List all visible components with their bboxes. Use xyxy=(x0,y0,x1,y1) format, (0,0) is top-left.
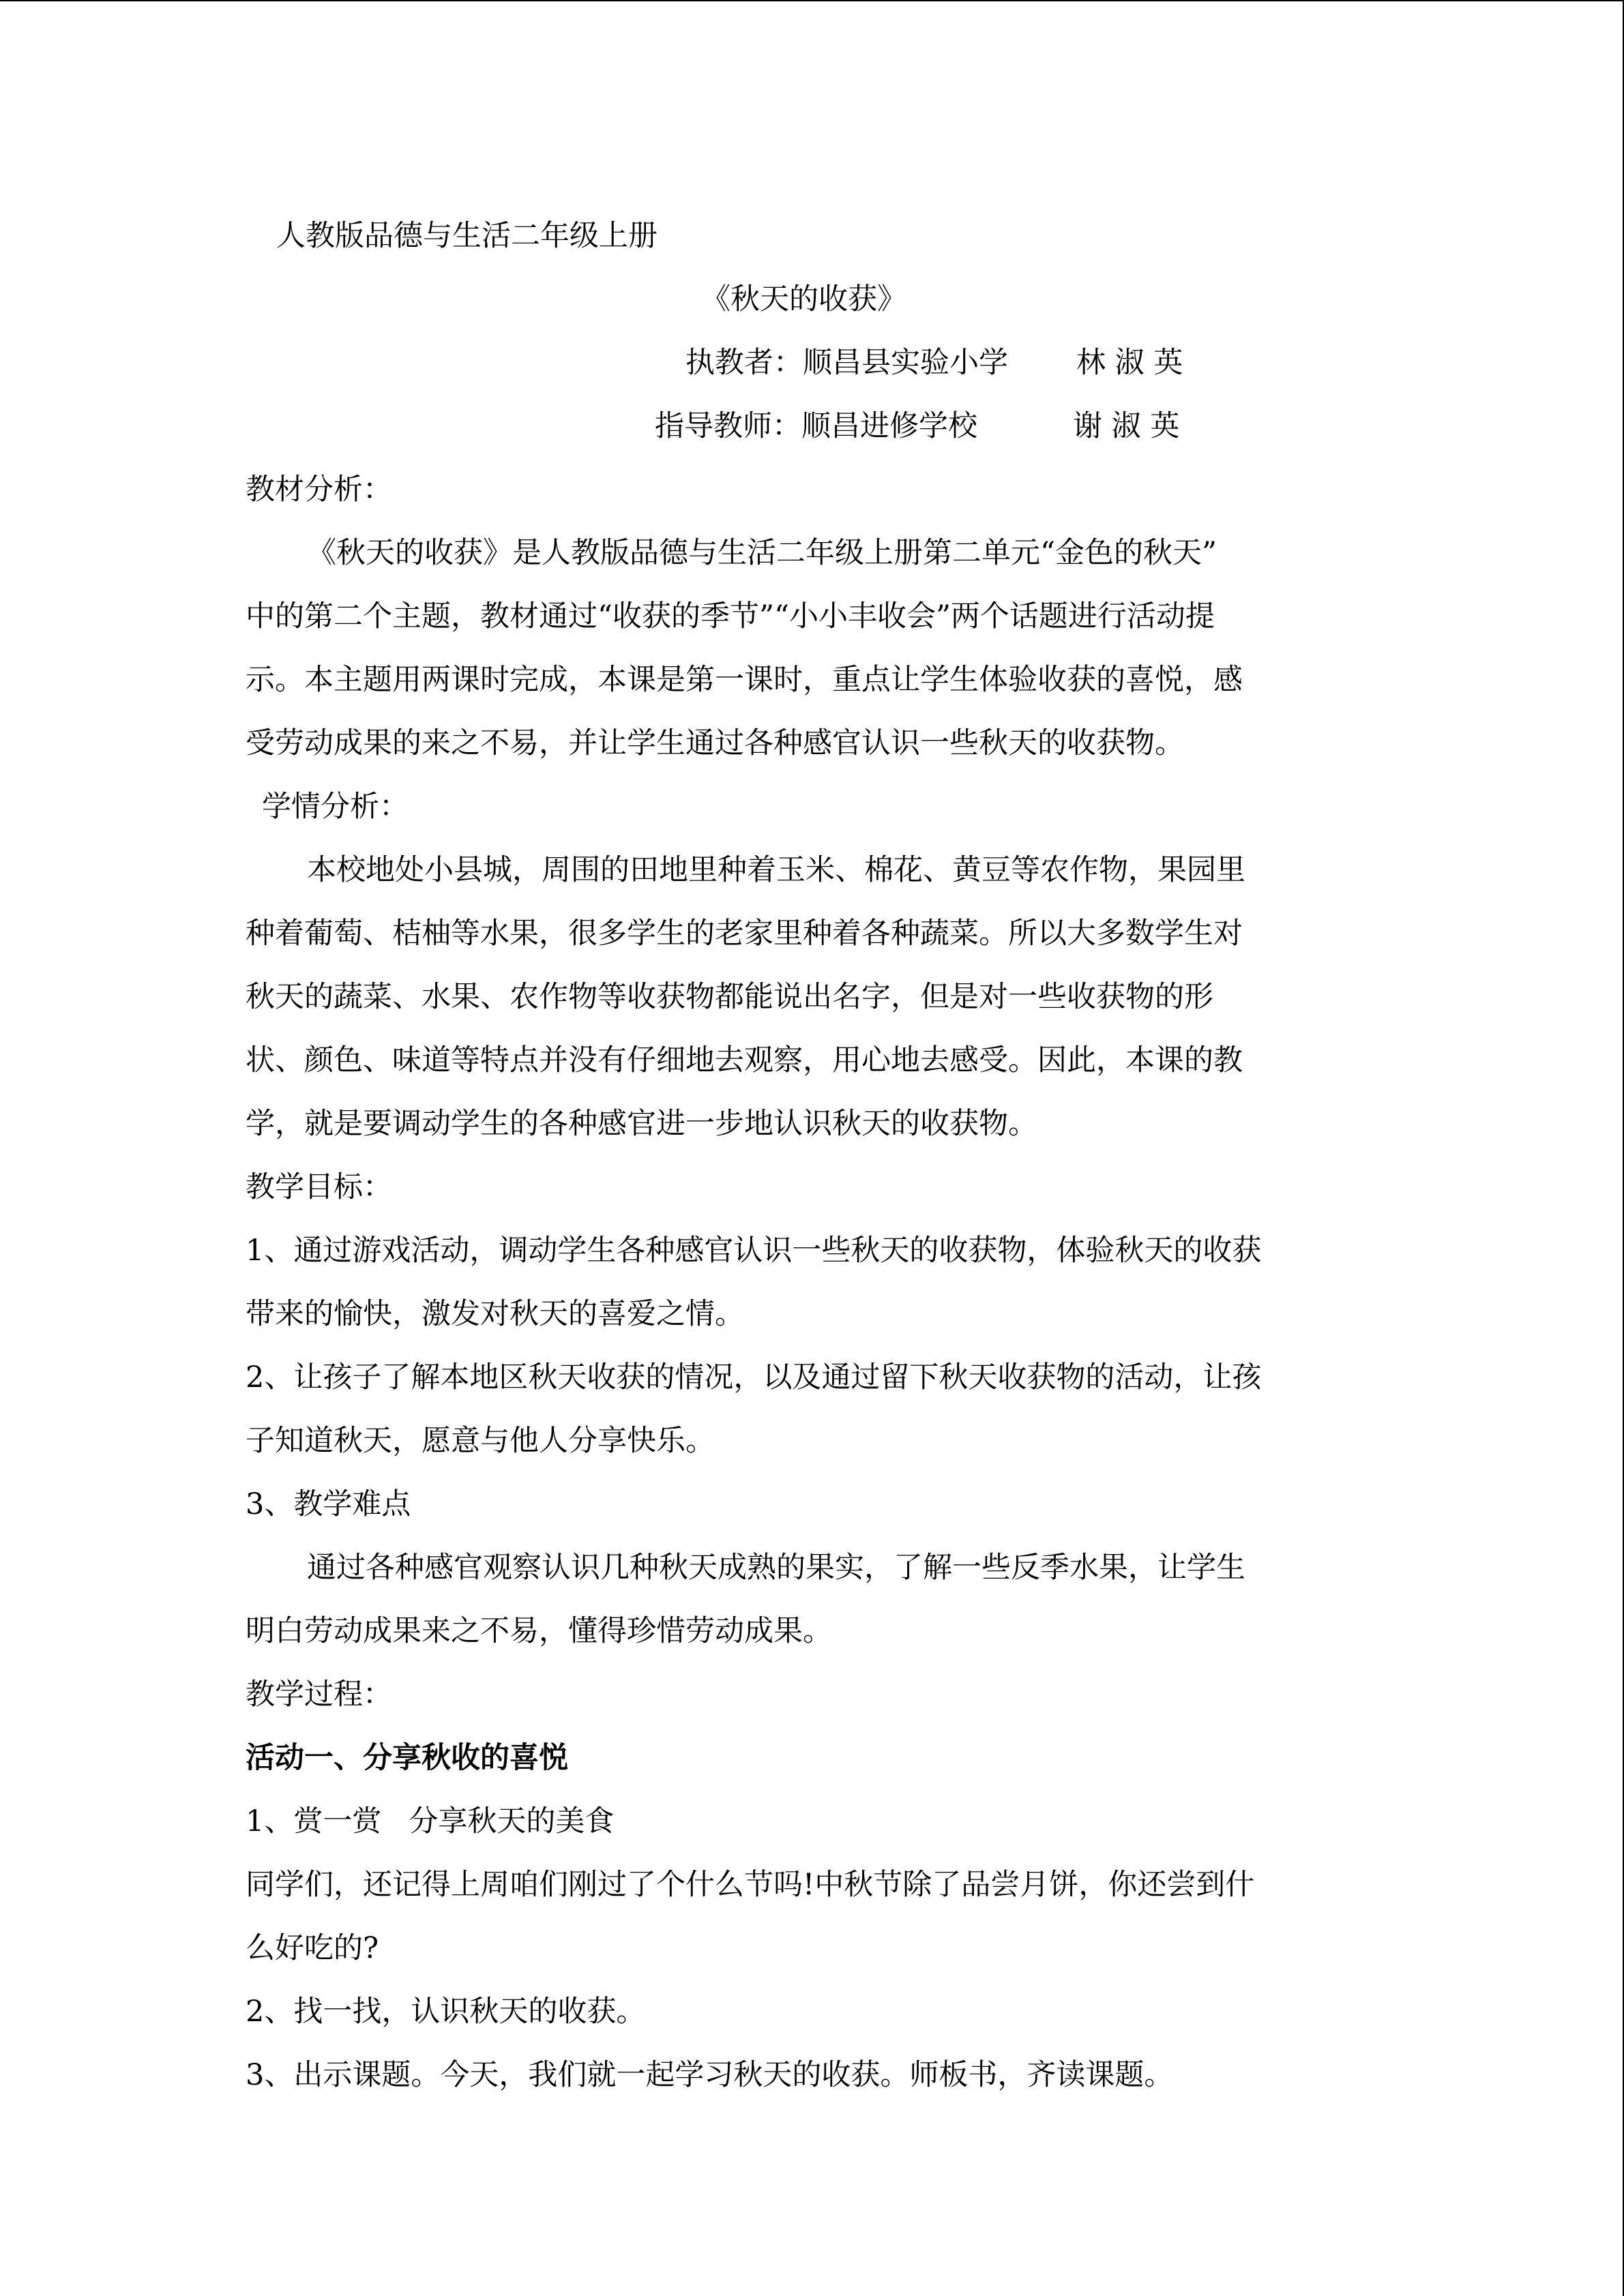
activity-title: 活动一、分享秋收的喜悦 xyxy=(246,1741,568,1775)
advisor-name: 谢 淑 英 xyxy=(1073,409,1180,443)
student-analysis-line: 本校地处小县城，周围的田地里种着玉米、棉花、黄豆等农作物，果园里 xyxy=(307,853,1245,887)
student-analysis-line: 状、颜色、味道等特点并没有仔细地去观察，用心地去感受。因此，本课的教 xyxy=(246,1043,1243,1077)
student-analysis-heading: 学情分析： xyxy=(262,790,409,824)
process-line: 2、找一找，认识秋天的收获。 xyxy=(246,1995,646,2029)
material-analysis-line: 中的第二个主题，教材通过“收获的季节”“小小丰收会”两个话题进行活动提 xyxy=(246,599,1215,633)
process-line: 3、出示课题。今天，我们就一起学习秋天的收获。师板书，齐读课题。 xyxy=(246,2058,1174,2092)
material-analysis-line: 受劳动成果的来之不易，并让学生通过各种感官认识一些秋天的收获物。 xyxy=(246,726,1184,760)
step-one xyxy=(246,1790,1385,1853)
goal-line: 3、教学难点 xyxy=(246,1487,411,1521)
process-heading: 教学过程： xyxy=(246,1678,392,1712)
advisor-line xyxy=(246,395,1385,458)
page-border-top xyxy=(0,0,1624,1)
process-line: 么好吃的? xyxy=(246,1931,379,1965)
process-line: 同学们，还记得上周咱们刚过了个什么节吗!中秋节除了品尝月饼，你还尝到什 xyxy=(246,1868,1255,1902)
material-analysis-heading: 教材分析： xyxy=(246,473,392,507)
goal-line: 1、通过游戏活动，调动学生各种感官认识一些秋天的收获物，体验秋天的收获 xyxy=(246,1234,1262,1268)
goal-line: 子知道秋天，愿意与他人分享快乐。 xyxy=(246,1424,715,1458)
grade-subtitle: 人教版品德与生活二年级上册 xyxy=(276,219,658,253)
step-one-number: 1、赏一赏 xyxy=(246,1804,382,1838)
step-one-text: 分享秋天的美食 xyxy=(409,1804,615,1838)
teacher-line xyxy=(246,331,1385,395)
material-analysis-line: 示。本主题用两课时完成，本课是第一课时，重点让学生体验收获的喜悦，感 xyxy=(246,663,1243,697)
difficulty-line: 通过各种感官观察认识几种秋天成熟的果实，了解一些反季水果，让学生 xyxy=(307,1551,1245,1585)
material-analysis-line: 《秋天的收获》是人教版品德与生活二年级上册第二单元“金色的秋天” xyxy=(307,536,1217,570)
student-analysis-line: 学，就是要调动学生的各种感官进一步地认识秋天的收获物。 xyxy=(246,1107,1037,1141)
teacher-label: 执教者：顺昌县实验小学 xyxy=(685,346,1008,380)
goal-line: 2、让孩子了解本地区秋天收获的情况，以及通过留下秋天收获物的活动，让孩 xyxy=(246,1360,1262,1395)
difficulty-line: 明白劳动成果来之不易，懂得珍惜劳动成果。 xyxy=(246,1614,832,1648)
teacher-name: 林 淑 英 xyxy=(1076,346,1183,380)
document-body xyxy=(246,205,1385,2107)
goals-heading: 教学目标： xyxy=(246,1170,392,1204)
goal-line: 带来的愉快，激发对秋天的喜爱之情。 xyxy=(246,1297,744,1331)
student-analysis-line: 种着葡萄、桔柚等水果，很多学生的老家里种着各种蔬菜。所以大多数学生对 xyxy=(246,916,1243,951)
advisor-label: 指导教师：顺昌进修学校 xyxy=(655,409,977,443)
student-analysis-line: 秋天的蔬菜、水果、农作物等收获物都能说出名字，但是对一些收获物的形 xyxy=(246,980,1213,1014)
lesson-title: 《秋天的收获》 xyxy=(701,282,906,316)
